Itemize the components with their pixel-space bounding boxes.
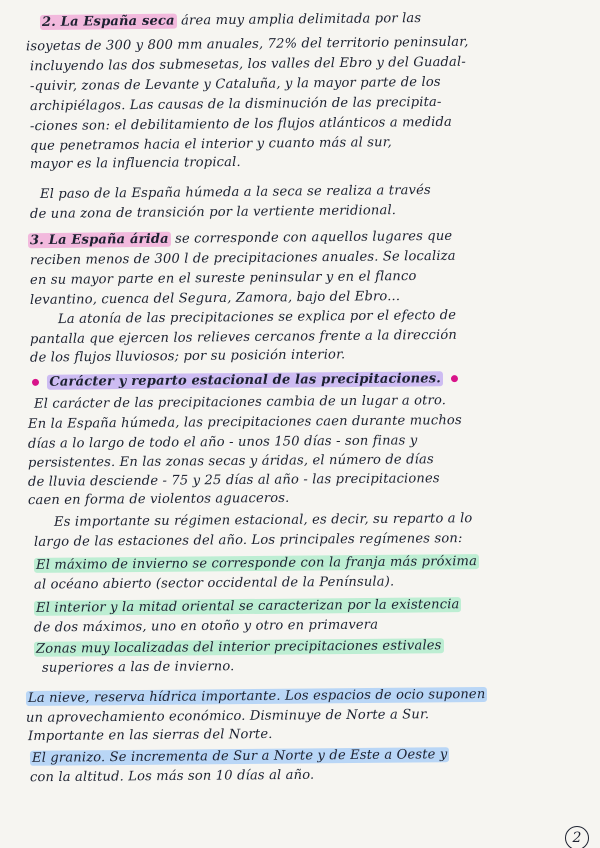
arida-line-5: La atonía de las precipitaciones se explica por el efecto de	[57, 307, 457, 328]
seca-line-7: que penetramos hacia el interior y cuanto más al sur,	[29, 135, 393, 154]
seca-line-1	[40, 10, 421, 32]
page-number: 2	[565, 826, 589, 848]
seca-line-5: archipiélagos. Las causas de la disminución de las precipita-	[29, 94, 442, 115]
caracter-line-14: superiores a las de invierno.	[41, 659, 235, 676]
caracter-line-11	[34, 596, 462, 618]
granizo-text: El granizo. Se incrementa de Sur a Norte y de Este a Oeste y	[31, 747, 448, 766]
regimen-invierno: El máximo de invierno se corresponde con la franja más próxima	[35, 554, 478, 573]
caracter-line-2: En la España húmeda, las precipitaciones caen durante muchos	[27, 413, 462, 432]
caracter-line-1: El carácter de las precipitaciones cambia de un lugar a otro.	[33, 393, 447, 412]
caracter-heading-line	[28, 370, 462, 392]
caracter-line-7: Es importante su régimen estacional, es decir, su reparto a lo	[53, 511, 473, 530]
regimen-estival: Zonas muy localizadas del interior precipitaciones estivales	[35, 638, 442, 657]
arida-line-3: en su mayor parte en el sureste peninsular y en el flanco	[29, 268, 417, 289]
nieve-line-3: Importante en las sierras del Norte.	[27, 726, 273, 745]
seca-title: 2. La España seca	[41, 13, 175, 30]
caracter-line-4: persistentes. En las zonas secas y áridas, el número de días	[27, 452, 434, 471]
caracter-line-13	[34, 637, 444, 659]
arida-line-2: reciben menos de 300 l de precipitaciones anuales. Se localiza	[29, 248, 456, 269]
granizo-line-2: con la altitud. Los más son 10 días al año.	[29, 767, 315, 786]
transition-line-2: de una zona de transición por la vertiente meridional.	[29, 203, 397, 222]
arida-line-4: levantino, cuenca del Segura, Zamora, bajo del Ebro...	[29, 289, 401, 308]
caracter-line-6: caen en forma de violentos aguaceros.	[27, 490, 290, 509]
seca-line-4: -quivir, zonas de Levante y Cataluña, y la mayor parte de los	[29, 74, 441, 95]
arida-line-1	[28, 228, 452, 250]
caracter-line-9	[34, 553, 479, 575]
nieve-line-2: un aprovechamiento económico. Disminuye de Norte a Sur.	[25, 707, 430, 726]
caracter-title: Carácter y reparto estacional de las precipitaciones.	[49, 371, 442, 390]
seca-line-8: mayor es la influencia tropical.	[29, 154, 241, 173]
caracter-line-5: de lluvia desciende - 75 y 25 días al año - las precipitaciones	[27, 471, 440, 490]
caracter-line-10: al océano abierto (sector occidental de la Península).	[33, 574, 395, 593]
granizo-line-1	[30, 746, 450, 768]
nieve-text: La nieve, reserva hídrica importante. Los espacios de ocio suponen	[27, 687, 486, 706]
bullet-dot-icon	[32, 379, 39, 386]
regimen-interior: El interior y la mitad oriental se caracterizan por la existencia	[35, 597, 460, 616]
seca-text: área muy amplia delimitada por las	[180, 11, 422, 29]
caracter-line-8: largo de las estaciones del año. Los principales regímenes son:	[33, 531, 463, 550]
arida-title: 3. La España árida	[29, 231, 169, 249]
arida-line-7: de los flujos lluviosos; por su posición interior.	[29, 347, 346, 366]
arida-line-6: pantalla que ejercen los relieves cercanos frente a la dirección	[29, 327, 458, 348]
nieve-line-1	[26, 686, 488, 708]
bullet-dot-icon	[451, 375, 458, 382]
transition-line-1: El paso de la España húmeda a la seca se realiza a través	[39, 182, 431, 203]
arida-text: se corresponde con aquellos lugares que	[174, 228, 453, 247]
caracter-line-3: días a lo largo de todo el año - unos 150 días - son finas y	[27, 433, 418, 452]
seca-line-3: incluyendo las dos submesetas, los valles del Ebro y del Guadal-	[29, 54, 466, 75]
caracter-line-12: de dos máximos, uno en otoño y otro en primavera	[33, 617, 379, 636]
seca-line-6: -ciones son: el debilitamiento de los flujos atlánticos a medida	[29, 114, 452, 135]
seca-line-2: isoyetas de 300 y 800 mm anuales, 72% del territorio peninsular,	[25, 34, 469, 55]
